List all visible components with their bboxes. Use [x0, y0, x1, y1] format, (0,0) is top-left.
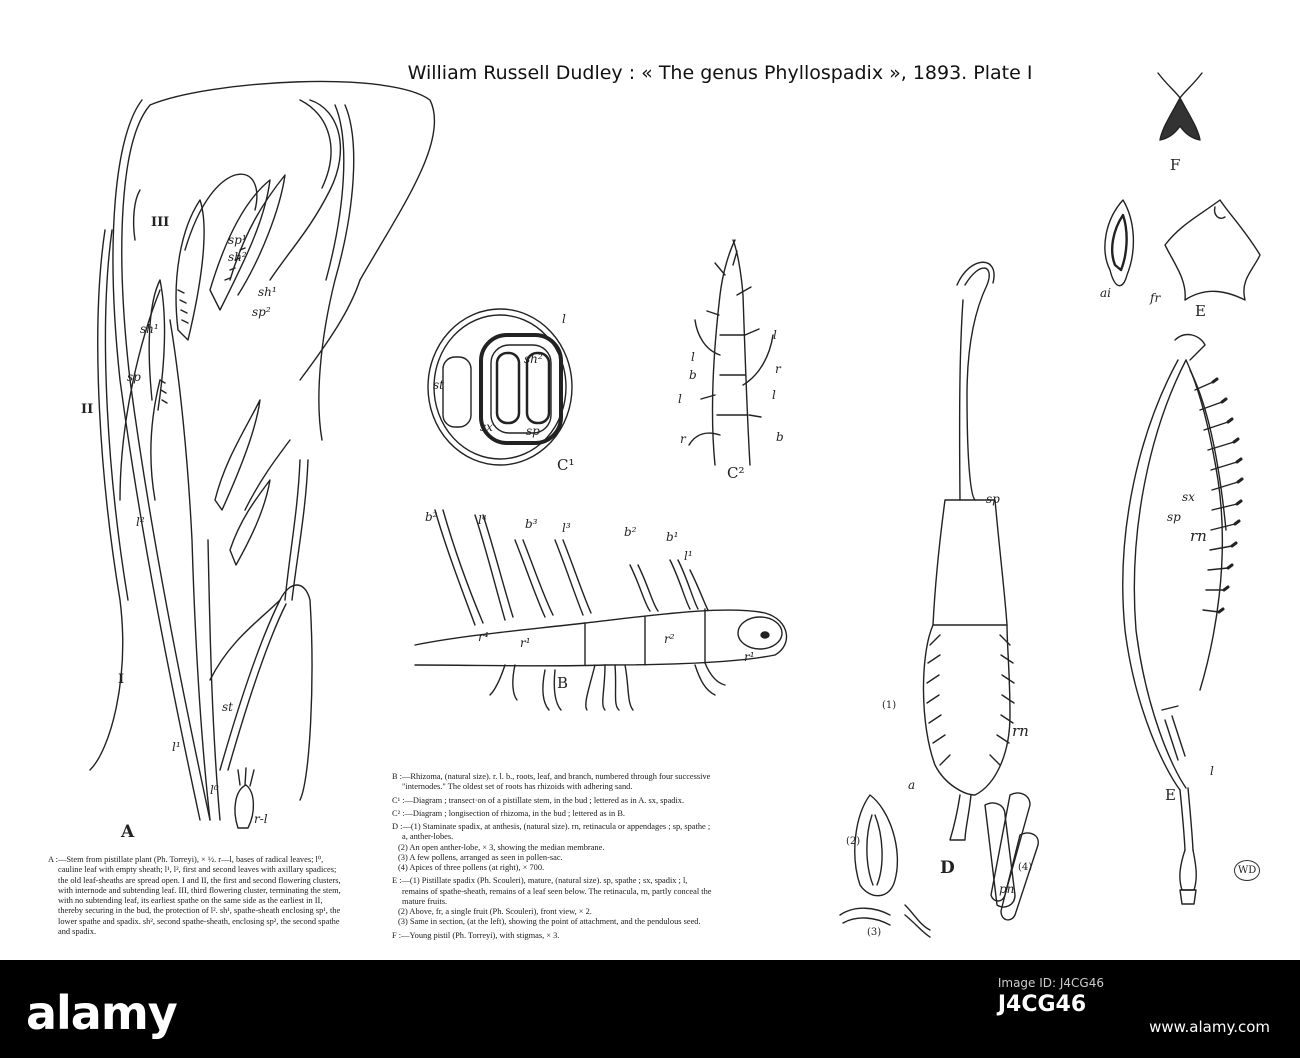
label-d-3: (3) — [867, 927, 882, 938]
label-wd-monogram: WD — [1234, 860, 1260, 881]
label-st: st — [222, 700, 233, 714]
caption-a — [48, 855, 348, 940]
label-l4: l⁴ — [478, 513, 487, 527]
image-id-value: J4CG46 — [997, 992, 1087, 1017]
label-c2-b2: b — [776, 430, 784, 444]
label-figure-b: B — [557, 674, 569, 692]
label-l1-b: l¹ — [684, 549, 693, 563]
label-sp: sp — [127, 370, 141, 384]
caption-f: F :—Young pistil (Ph. Torreyi), with stigmas, × 3. — [392, 930, 560, 940]
brand-logo[interactable]: alamy — [26, 986, 177, 1040]
label-e-sx: sx — [1182, 490, 1195, 504]
label-b3: b³ — [525, 517, 538, 531]
label-e-fr: fr — [1150, 291, 1161, 305]
image-id-label: Image ID: J4CG46 — [997, 976, 1104, 990]
label-figure-c2: C² — [727, 464, 745, 482]
label-sh2: sh² — [228, 250, 247, 264]
label-c1-l: l — [562, 312, 566, 326]
label-l3: l³ — [562, 521, 571, 535]
label-e-ai: ai — [1100, 286, 1111, 300]
label-figure-f: F — [1170, 156, 1181, 174]
caption-e1: E :—(1) Pistillate spadix (Ph. Scouleri), mature, (natural size). sp, spathe ; sx, spadix ; l, remains of spathe-sheath, remains of a leaf seen below. The retinacula, rn, partly conceal the mature fruits. — [392, 876, 712, 906]
label-c1-sp: sp — [526, 424, 540, 438]
label-roman-ii: II — [81, 402, 94, 417]
label-c1-sh: sh² — [524, 352, 543, 366]
label-sh1-left: sh¹ — [140, 322, 159, 336]
label-b1: b¹ — [666, 530, 679, 544]
caption-d3: (3) A few pollens, arranged as seen in pollen-sac. — [398, 852, 563, 862]
label-b2-right: b² — [624, 525, 637, 539]
label-l0: l⁰ — [210, 783, 219, 797]
caption-d4: (4) Apices of three pollens (at right), × 700. — [398, 863, 545, 872]
label-e-l: l — [1210, 764, 1214, 778]
label-c1-sx: sx — [480, 420, 493, 434]
label-c2-r2: r — [775, 362, 781, 376]
label-r-l: r-l — [254, 812, 268, 826]
label-l2: l² — [136, 515, 145, 529]
caption-a-text: A :—Stem from pistillate plant (Ph. Torreyi), × ½. r—l, bases of radical leaves; l⁰, cauline leaf with empty sheath; l¹, l², first and second leaves with axillary spadices; the old leaf-sheaths are spread open. I and II, the first and second flowering clusters, with internode and subtending leaf. III, third flowering cluster, terminating the stem, with no subtending leaf, its earliest spathe on the same side as the earliest in II, thereby securing in the bud, the protection of l². sh¹, spathe-sheath enclosing sp¹, the lower spathe and spadix. sh², second spathe-sheath, enclosing sp², the second spathe and spadix. — [48, 855, 341, 936]
label-c2-b: b — [689, 368, 697, 382]
label-l1: l¹ — [172, 740, 181, 754]
image-id-block — [998, 976, 1104, 1017]
label-roman-iii: III — [151, 215, 170, 230]
label-r4: r⁴ — [478, 630, 489, 644]
label-sp2: sp² — [252, 305, 271, 319]
label-roman-i: I — [118, 672, 125, 687]
label-figure-e-lower: E — [1165, 786, 1176, 804]
plate-title: William Russell Dudley : « The genus Phyllospadix », 1893. Plate I — [407, 62, 1033, 84]
label-d-1: (1) — [882, 700, 897, 711]
caption-b: B :—Rhizoma, (natural size). r. l. b., roots, leaf, and branch, numbered through four successive "internodes." The oldest set of roots has rhizoids with adhering sand. — [392, 772, 711, 792]
label-c1-st: st — [433, 378, 444, 392]
caption-e3: (3) Same in section, (at the left), showing the point of attachment, and the pendulous seed. — [398, 917, 701, 927]
label-r1: r¹ — [520, 636, 531, 650]
figure-d-drawing — [835, 255, 1055, 935]
caption-c1: C¹ :—Diagram ; transect·on of a pistillate stem, in the bud ; lettered as in A. sx, spadix. — [392, 795, 685, 805]
label-c2-l4: l — [772, 388, 776, 402]
site-url[interactable]: www.alamy.com — [1149, 1018, 1270, 1036]
figure-e-fruit-drawing — [1095, 195, 1270, 315]
label-c2-r: r — [680, 432, 686, 446]
label-r2: r² — [664, 632, 675, 646]
label-d-2: (2) — [846, 836, 861, 847]
caption-c2: C² :—Diagram ; longisection of rhizoma, in the bud ; lettered as in B. — [392, 808, 626, 818]
label-b2: b² — [425, 510, 438, 524]
label-d-4: (4) — [1018, 862, 1033, 873]
label-sp1: sp¹ — [228, 233, 247, 247]
label-c2-l1: l — [691, 350, 695, 364]
label-figure-d: D — [940, 858, 955, 878]
label-d-sp: sp — [986, 492, 1000, 506]
label-figure-c1: C¹ — [557, 456, 575, 474]
label-c2-l3: l — [773, 328, 777, 342]
label-r1-right: r¹ — [744, 650, 755, 664]
label-d-pn: pn — [999, 882, 1015, 896]
label-c2-l2: l — [678, 392, 682, 406]
label-sh1: sh¹ — [258, 285, 277, 299]
figure-f-drawing — [1150, 68, 1210, 158]
figure-a-drawing — [60, 80, 390, 860]
label-d-rn: rn — [1012, 722, 1029, 740]
caption-e2: (2) Above, fr, a single fruit (Ph. Scouleri), front view, × 2. — [398, 907, 592, 916]
figure-b-drawing — [405, 505, 800, 710]
label-d-a: a — [908, 778, 916, 792]
watermark-footer — [0, 960, 1300, 1058]
figure-c1-drawing — [425, 305, 575, 470]
caption-d2: (2) An open anther-lobe, × 3, showing the median membrane. — [398, 842, 605, 852]
label-e-sp: sp — [1167, 510, 1181, 524]
caption-d1: D :—(1) Staminate spadix, at anthesis, (natural size). rn, retinacula or appendages ; sp, spathe ; a, anther-lobes. — [392, 822, 711, 842]
label-figure-a: A — [121, 822, 135, 842]
label-e-rn: rn — [1190, 527, 1207, 545]
label-figure-e-upper: E — [1195, 302, 1206, 320]
caption-group-bcdef — [392, 772, 714, 944]
figure-e-drawing — [1090, 330, 1270, 905]
